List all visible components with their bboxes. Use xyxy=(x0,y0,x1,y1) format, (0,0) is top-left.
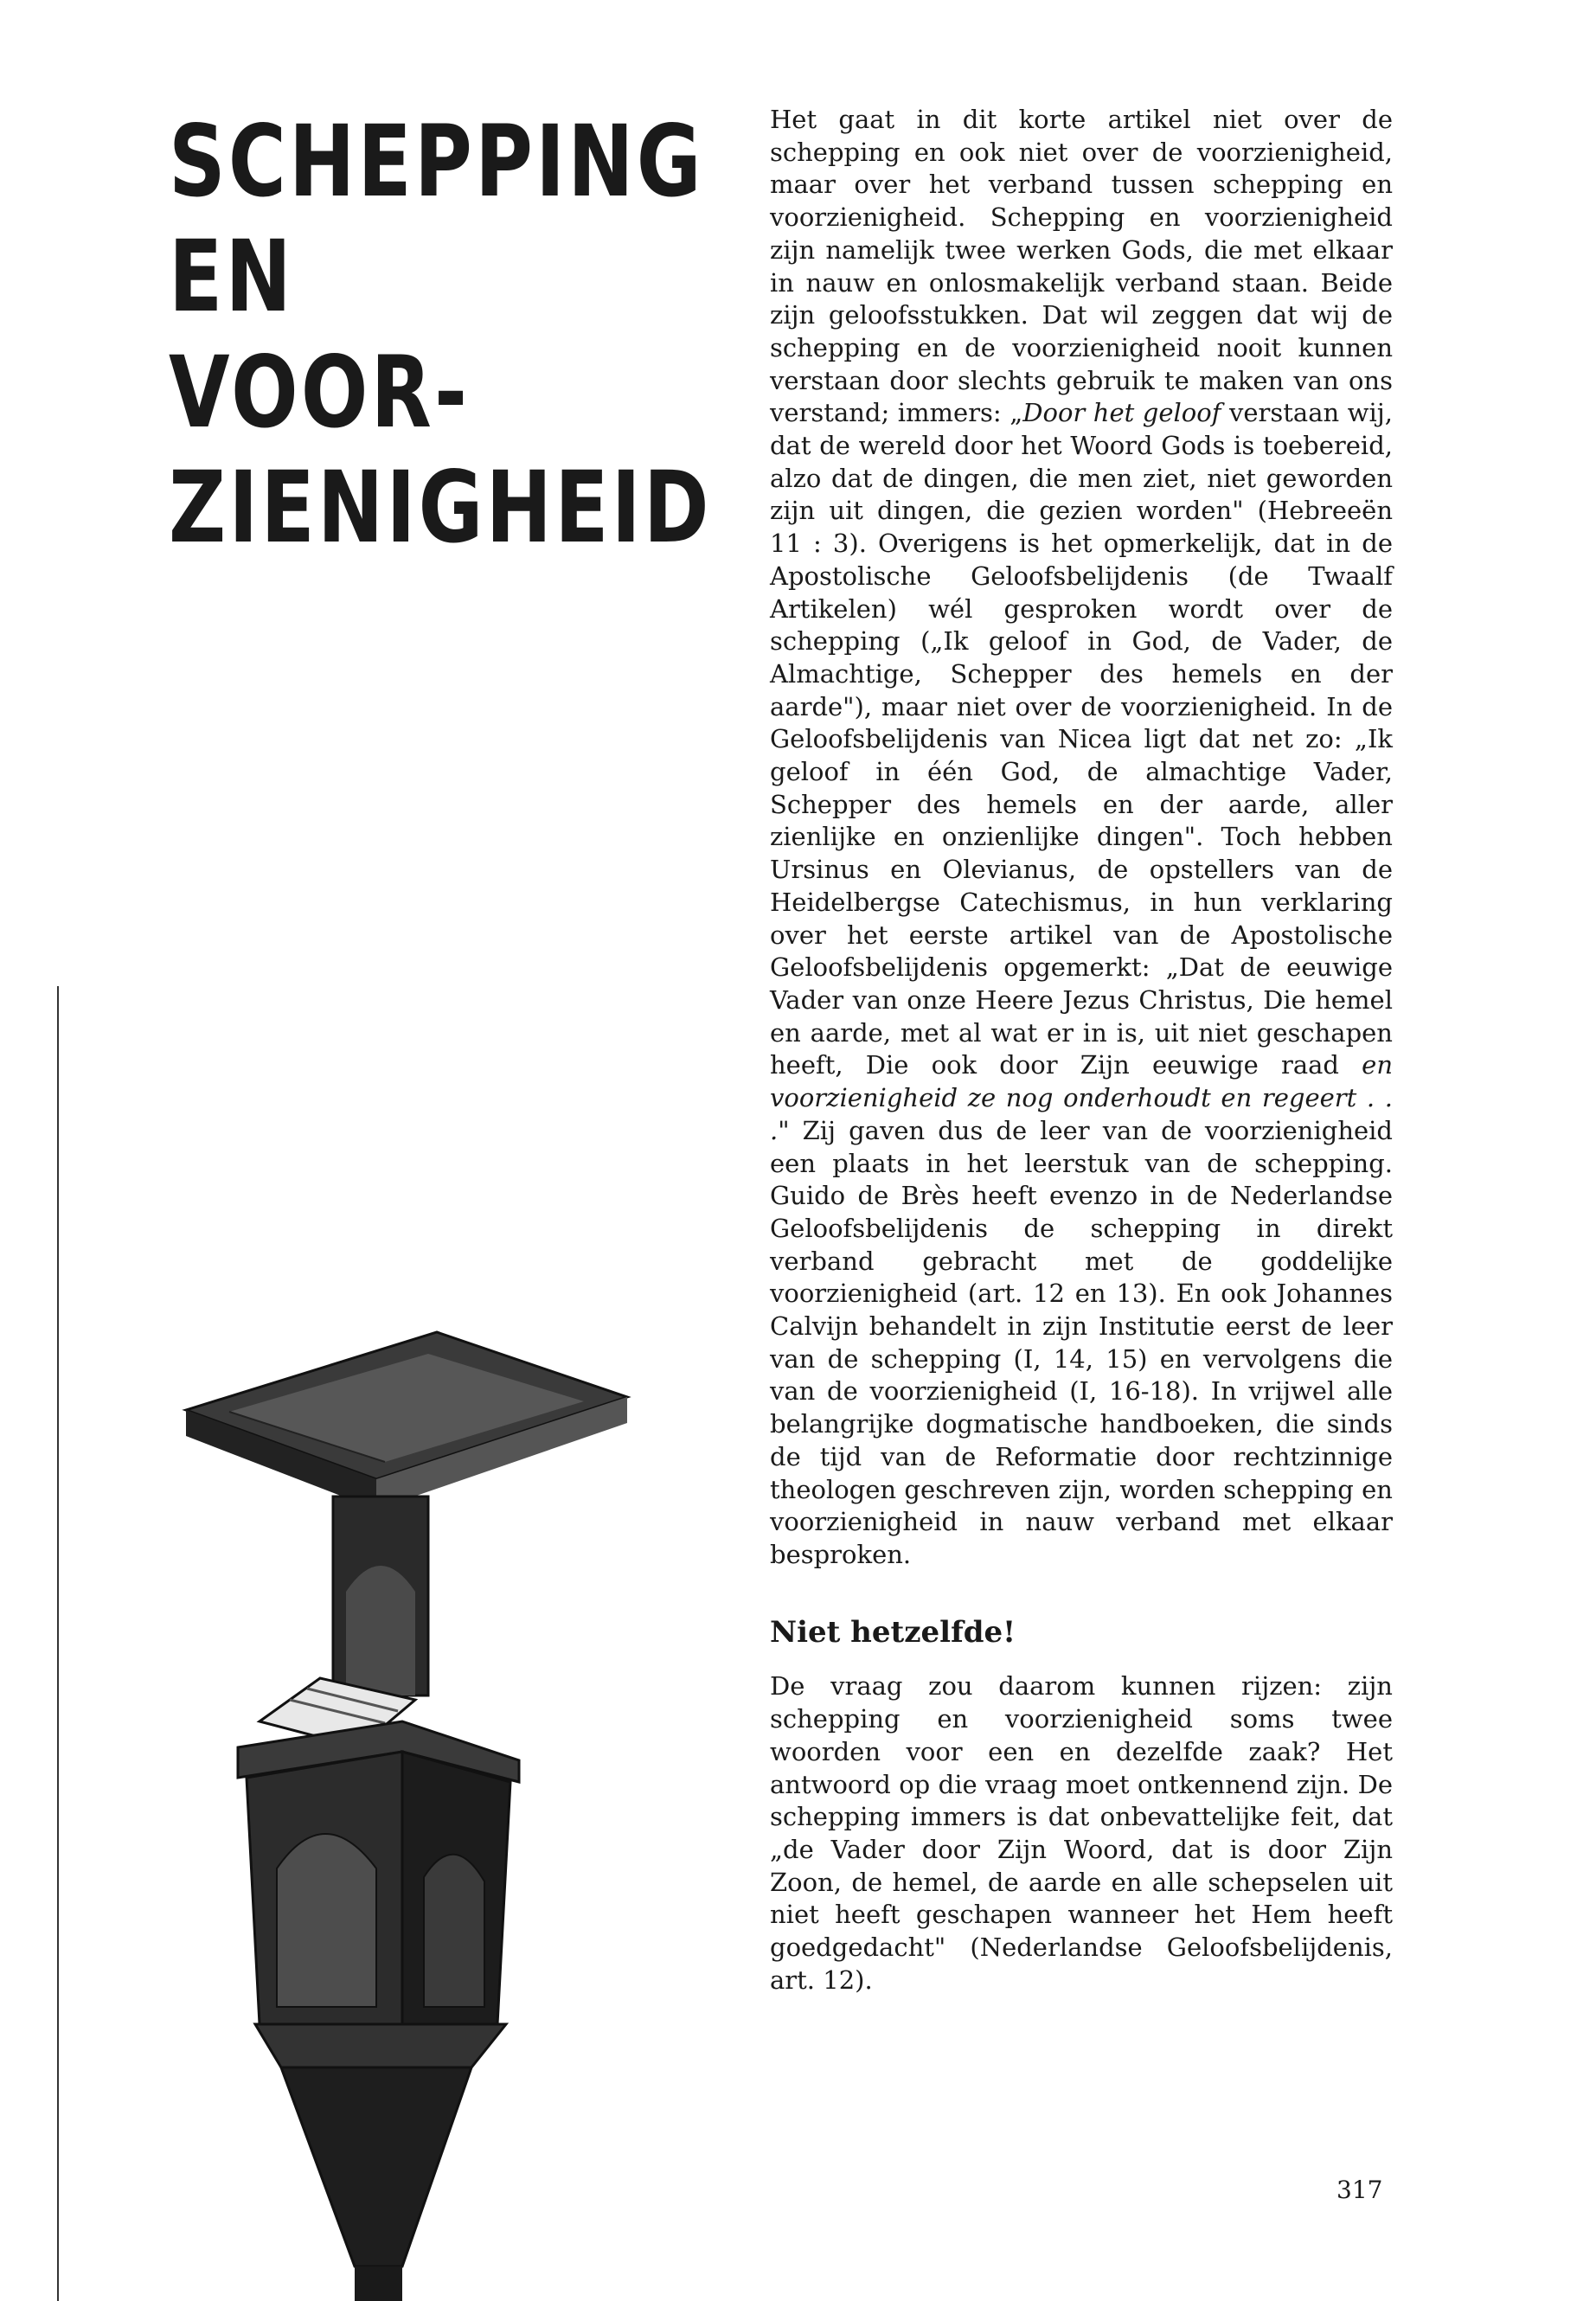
title-line: VOOR- xyxy=(169,334,471,450)
pulpit-illustration xyxy=(177,1315,662,2301)
page-title xyxy=(169,104,712,566)
section-heading: Niet hetzelfde! xyxy=(770,1614,1016,1650)
title-line: SCHEPPING xyxy=(169,104,704,219)
title-line: ZIENIGHEID xyxy=(169,450,712,566)
margin-rule xyxy=(57,986,59,2301)
title-line: EN xyxy=(169,219,295,335)
article-paragraph: De vraag zou daarom kunnen rijzen: zijn schepping en voorzienigheid soms twee woorden voor een en dezelfde zaak? Het antwoord op die vraag moet ontkennend zijn. De schepping immers is dat onbevattelijke feit, dat „de Vader door Zijn Woord, dat is door Zijn Zoon, de hemel, de aarde en alle schepselen uit niet heeft geschapen wanneer het Hem heeft goedgedacht" (Nederlandse Geloofsbelijdenis, art. 12). xyxy=(770,1671,1393,1995)
page-number: 317 xyxy=(1336,2176,1383,2204)
article-body xyxy=(770,104,1393,1997)
article-paragraph: Het gaat in dit korte artikel niet over de schepping en ook niet over de voorzienigheid, maar over het verband tussen schepping en voorzienigheid. Schepping en voorzienigheid zijn namelijk twee werken Gods, die met elkaar in nauw en onlosmakelijk verband staan. Beide zijn geloofsstukken. Dat wil zeggen dat wij de schepping en de voorzienigheid nooit kunnen verstaan door slechts gebruik te maken van ons verstand; immers: „Door het geloof verstaan wij, dat de wereld door het Woord Gods is toebereid, alzo dat de dingen, die men ziet, niet geworden zijn uit dingen, die gezien worden" (Hebreeën 11 : 3). Overigens is het opmerkelijk, dat in de Apostolische Geloofsbelijdenis (de Twaalf Artikelen) wél gesproken wordt over de schepping („Ik geloof in God, de Vader, de Almachtige, Schepper des hemels en der aarde"), maar niet over de voorzienigheid. In de Geloofsbelijdenis van Nicea ligt dat net zo: „Ik geloof in één God, de almachtige Vader, Schepper des hemels en der aarde, aller zienlijke en onzienlijke dingen". Toch hebben Ursinus en Olevianus, de opstellers van de Heidelbergse Catechismus, in hun verklaring over het eerste artikel van de Apostolische Geloofsbelijdenis opgemerkt: „Dat de eeuwige Vader van onze Heere Jezus Christus, Die hemel en aarde, met al wat er in is, uit niet geschapen heeft, Die ook door Zijn eeuwige raad en voorzienigheid ze nog onderhoudt en regeert . . ." Zij gaven dus de leer van de voorzienigheid een plaats in het leerstuk van de schepping. Guido de Brès heeft evenzo in de Nederlandse Geloofsbelijdenis de schepping in direkt verband gebracht met de goddelijke voorzienigheid (art. 12 en 13). En ook Johannes Calvijn behandelt in zijn Institutie eerst de leer van de schepping (I, 14, 15) en vervolgens die van de voorzienigheid (I, 16-18). In vrijwel alle belangrijke dogmatische handboeken, die sinds de tijd van de Reformatie door rechtzinnige theologen geschreven zijn, worden schepping en voorzienigheid in nauw verband met elkaar besproken. xyxy=(770,105,1393,1569)
